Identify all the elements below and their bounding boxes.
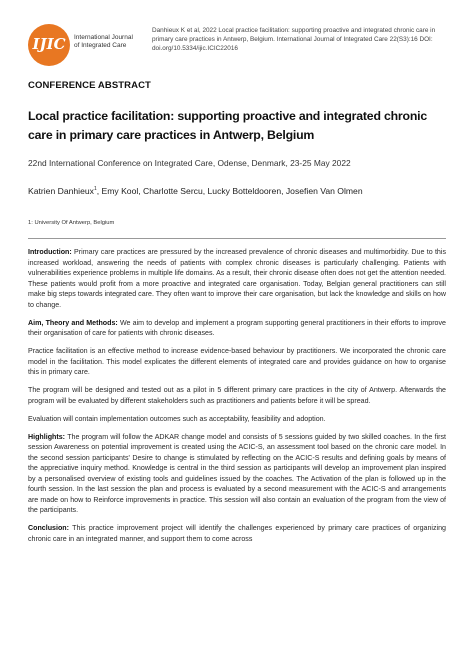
aim-label: Aim, Theory and Methods: bbox=[28, 318, 118, 327]
section-label: CONFERENCE ABSTRACT bbox=[28, 80, 151, 91]
conference-info: 22nd International Conference on Integrated Care, Odense, Denmark, 23-25 May 2022 bbox=[28, 158, 351, 168]
journal-logo bbox=[28, 22, 138, 66]
logo-mark: IJIC bbox=[32, 35, 66, 53]
author-rest: , Emy Kool, Charlotte Sercu, Lucky Botteldooren, Josefien Van Olmen bbox=[96, 186, 363, 196]
affiliation: 1: University Of Antwerp, Belgium bbox=[28, 220, 115, 226]
highlights-label: Highlights: bbox=[28, 432, 66, 441]
aim-text: We aim to develop and implement a program supporting general practitioners in their efforts to improve their organisation of care for patients with chronic diseases. bbox=[28, 318, 446, 337]
aim-paragraph bbox=[28, 318, 446, 339]
article-title: Local practice facilitation: supporting proactive and integrated chronic care in primary care practices in Antwerp, Belgium bbox=[28, 109, 427, 142]
highlights-paragraph bbox=[28, 432, 446, 516]
logo-text bbox=[74, 34, 133, 49]
citation: Danhieux K et al, 2022 Local practice facilitation: supporting proactive and integrated chronic care in primary care practices in Antwerp, Belgium. International Journal of Integrated Care 22(S3):16 DOI: doi.org/10.5334/ijic.ICIC22016 bbox=[152, 27, 436, 52]
pilot-paragraph: The program will be designed and tested out as a pilot in 5 different primary care practices in the city of Antwerp. Afterwards the program will be evaluated by different stakeholders such as practitioners and patients before it will be spread. bbox=[28, 386, 446, 405]
author-first: Katrien Danhieux bbox=[28, 186, 94, 196]
conclusion-paragraph bbox=[28, 523, 446, 544]
facilitation-paragraph: Practice facilitation is an effective method to increase evidence-based behaviour by practitioners. We incorporated the chronic care model in the facilitation. This model explicates the different elements of integrated care and provides guidance on how to organise this in primary care. bbox=[28, 347, 446, 376]
intro-label: Introduction: bbox=[28, 248, 72, 256]
author-list bbox=[28, 186, 363, 196]
author-affiliation-mark: 1 bbox=[93, 186, 97, 193]
divider bbox=[28, 238, 446, 239]
intro-paragraph bbox=[28, 247, 446, 310]
abstract-body bbox=[28, 247, 446, 552]
intro-text: Primary care practices are pressured by the increased prevalence of chronic diseases and multimorbidity. Due to this increased workload, answering the needs of patients with complex chronic diseases is particularly challenging. Patients with vulnerabilities experience problems in multiple life domains. As a result, their chronic disease often does not get the attention needed. These patients would profit from a more proactive and integrated care organisation. Today, Belgian general practitioners can still make big steps towards integrated care. They often want to improve their care organisation, but lack the knowledge and skills on how to change. bbox=[28, 248, 446, 309]
evaluation-paragraph: Evaluation will contain implementation outcomes such as acceptability, feasibility and adoption. bbox=[28, 414, 326, 423]
conclusion-label: Conclusion: bbox=[28, 524, 69, 532]
logo-text-line2: of Integrated Care bbox=[74, 41, 127, 49]
logo-text-line1: International Journal bbox=[74, 34, 133, 41]
highlights-text: The program will follow the ADKAR change model and consists of 5 sessions guided by two skilled coaches. In the first session Awareness on potential improvement is created using the ACIC-S, an assessment tool based on the chronic care model. In the second session participants' Desire to change is stimulated by reflecting on the ACIC-S results and defining goals by means of the appreciative inquiry method. Knowledge is central in the third session as participants will develop an improvement plan inspired by a personalised overview of existing tools and guidelines issued by the coaches. The Activation of the plan is followed up in the fourth session. In the last session the plan and process is evaluated by a second measurement with the ACIC-S and arrangements are made on how to Reinforce improvements in practice. This session will also contain an evaluation of the program from the view of the participants. bbox=[28, 432, 446, 514]
conclusion-text: This practice improvement project will identify the challenges experienced by primary care practices of organizing chronic care in an integrated manner, and support them to come across bbox=[28, 524, 446, 543]
page-header bbox=[28, 22, 448, 72]
